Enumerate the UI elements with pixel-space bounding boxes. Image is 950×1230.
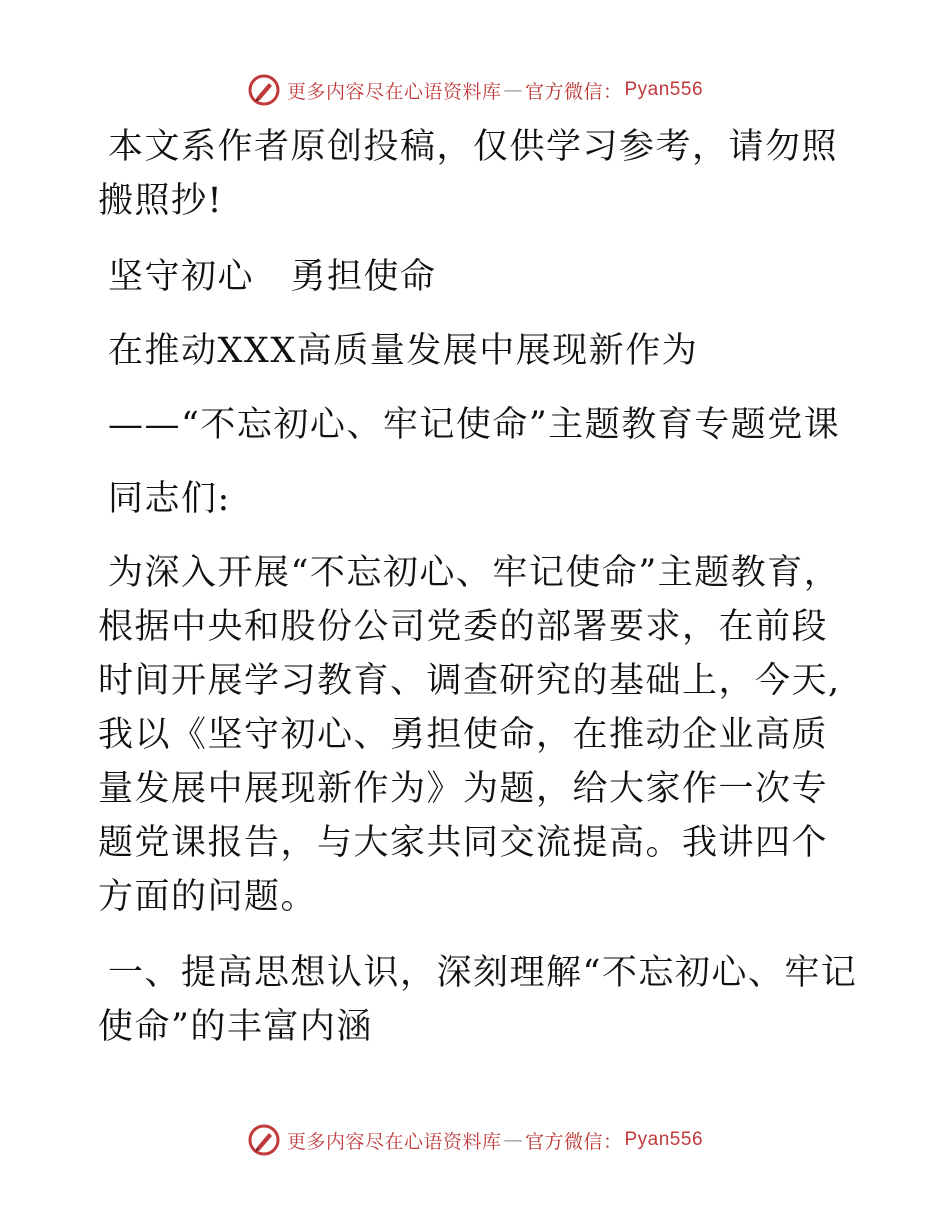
- title-line-2: 在推动XXX高质量发展中展现新作为: [108, 331, 699, 371]
- watermark-separator: —: [503, 1129, 523, 1151]
- watermark-handle: Pyan556: [624, 79, 704, 100]
- watermark-site: 更多内容尽在心语资料库: [286, 80, 502, 103]
- watermark-handle: Pyan556: [624, 1129, 704, 1150]
- footer-watermark: [0, 1120, 950, 1160]
- intro-paragraph: 为深入开展“不忘初心、牢记使命”主题教育，根据中央和股份公司党委的部署要求，在前段时间开展学习教育、调查研究的基础上，今天,我以《坚守初心、勇担使命，在推动企业高质量发展中展现新作为》为题，给大家作一次专题党课报告，与大家共同交流提高。我讲四个方面的问题。: [98, 553, 841, 917]
- watermark-separator: —: [503, 79, 523, 101]
- disclaimer: 本文系作者原创投稿，仅供学习参考，请勿照搬照抄!: [98, 127, 839, 221]
- document-body: [98, 120, 858, 1076]
- header-watermark: [0, 70, 950, 110]
- watermark-site: 更多内容尽在心语资料库: [286, 1130, 502, 1153]
- pen-logo-icon: [247, 73, 281, 107]
- watermark-official: 官方微信：: [524, 1130, 623, 1153]
- title-line-1: 坚守初心 勇担使命: [108, 257, 437, 297]
- subtitle: ——“不忘初心、牢记使命”主题教育专题党课: [108, 405, 841, 445]
- salutation: 同志们:: [108, 479, 231, 519]
- pen-logo-icon: [247, 1123, 281, 1157]
- section-heading-1: 一、提高思想认识，深刻理解“不忘初心、牢记使命”的丰富内涵: [98, 953, 858, 1047]
- watermark-official: 官方微信：: [524, 80, 623, 103]
